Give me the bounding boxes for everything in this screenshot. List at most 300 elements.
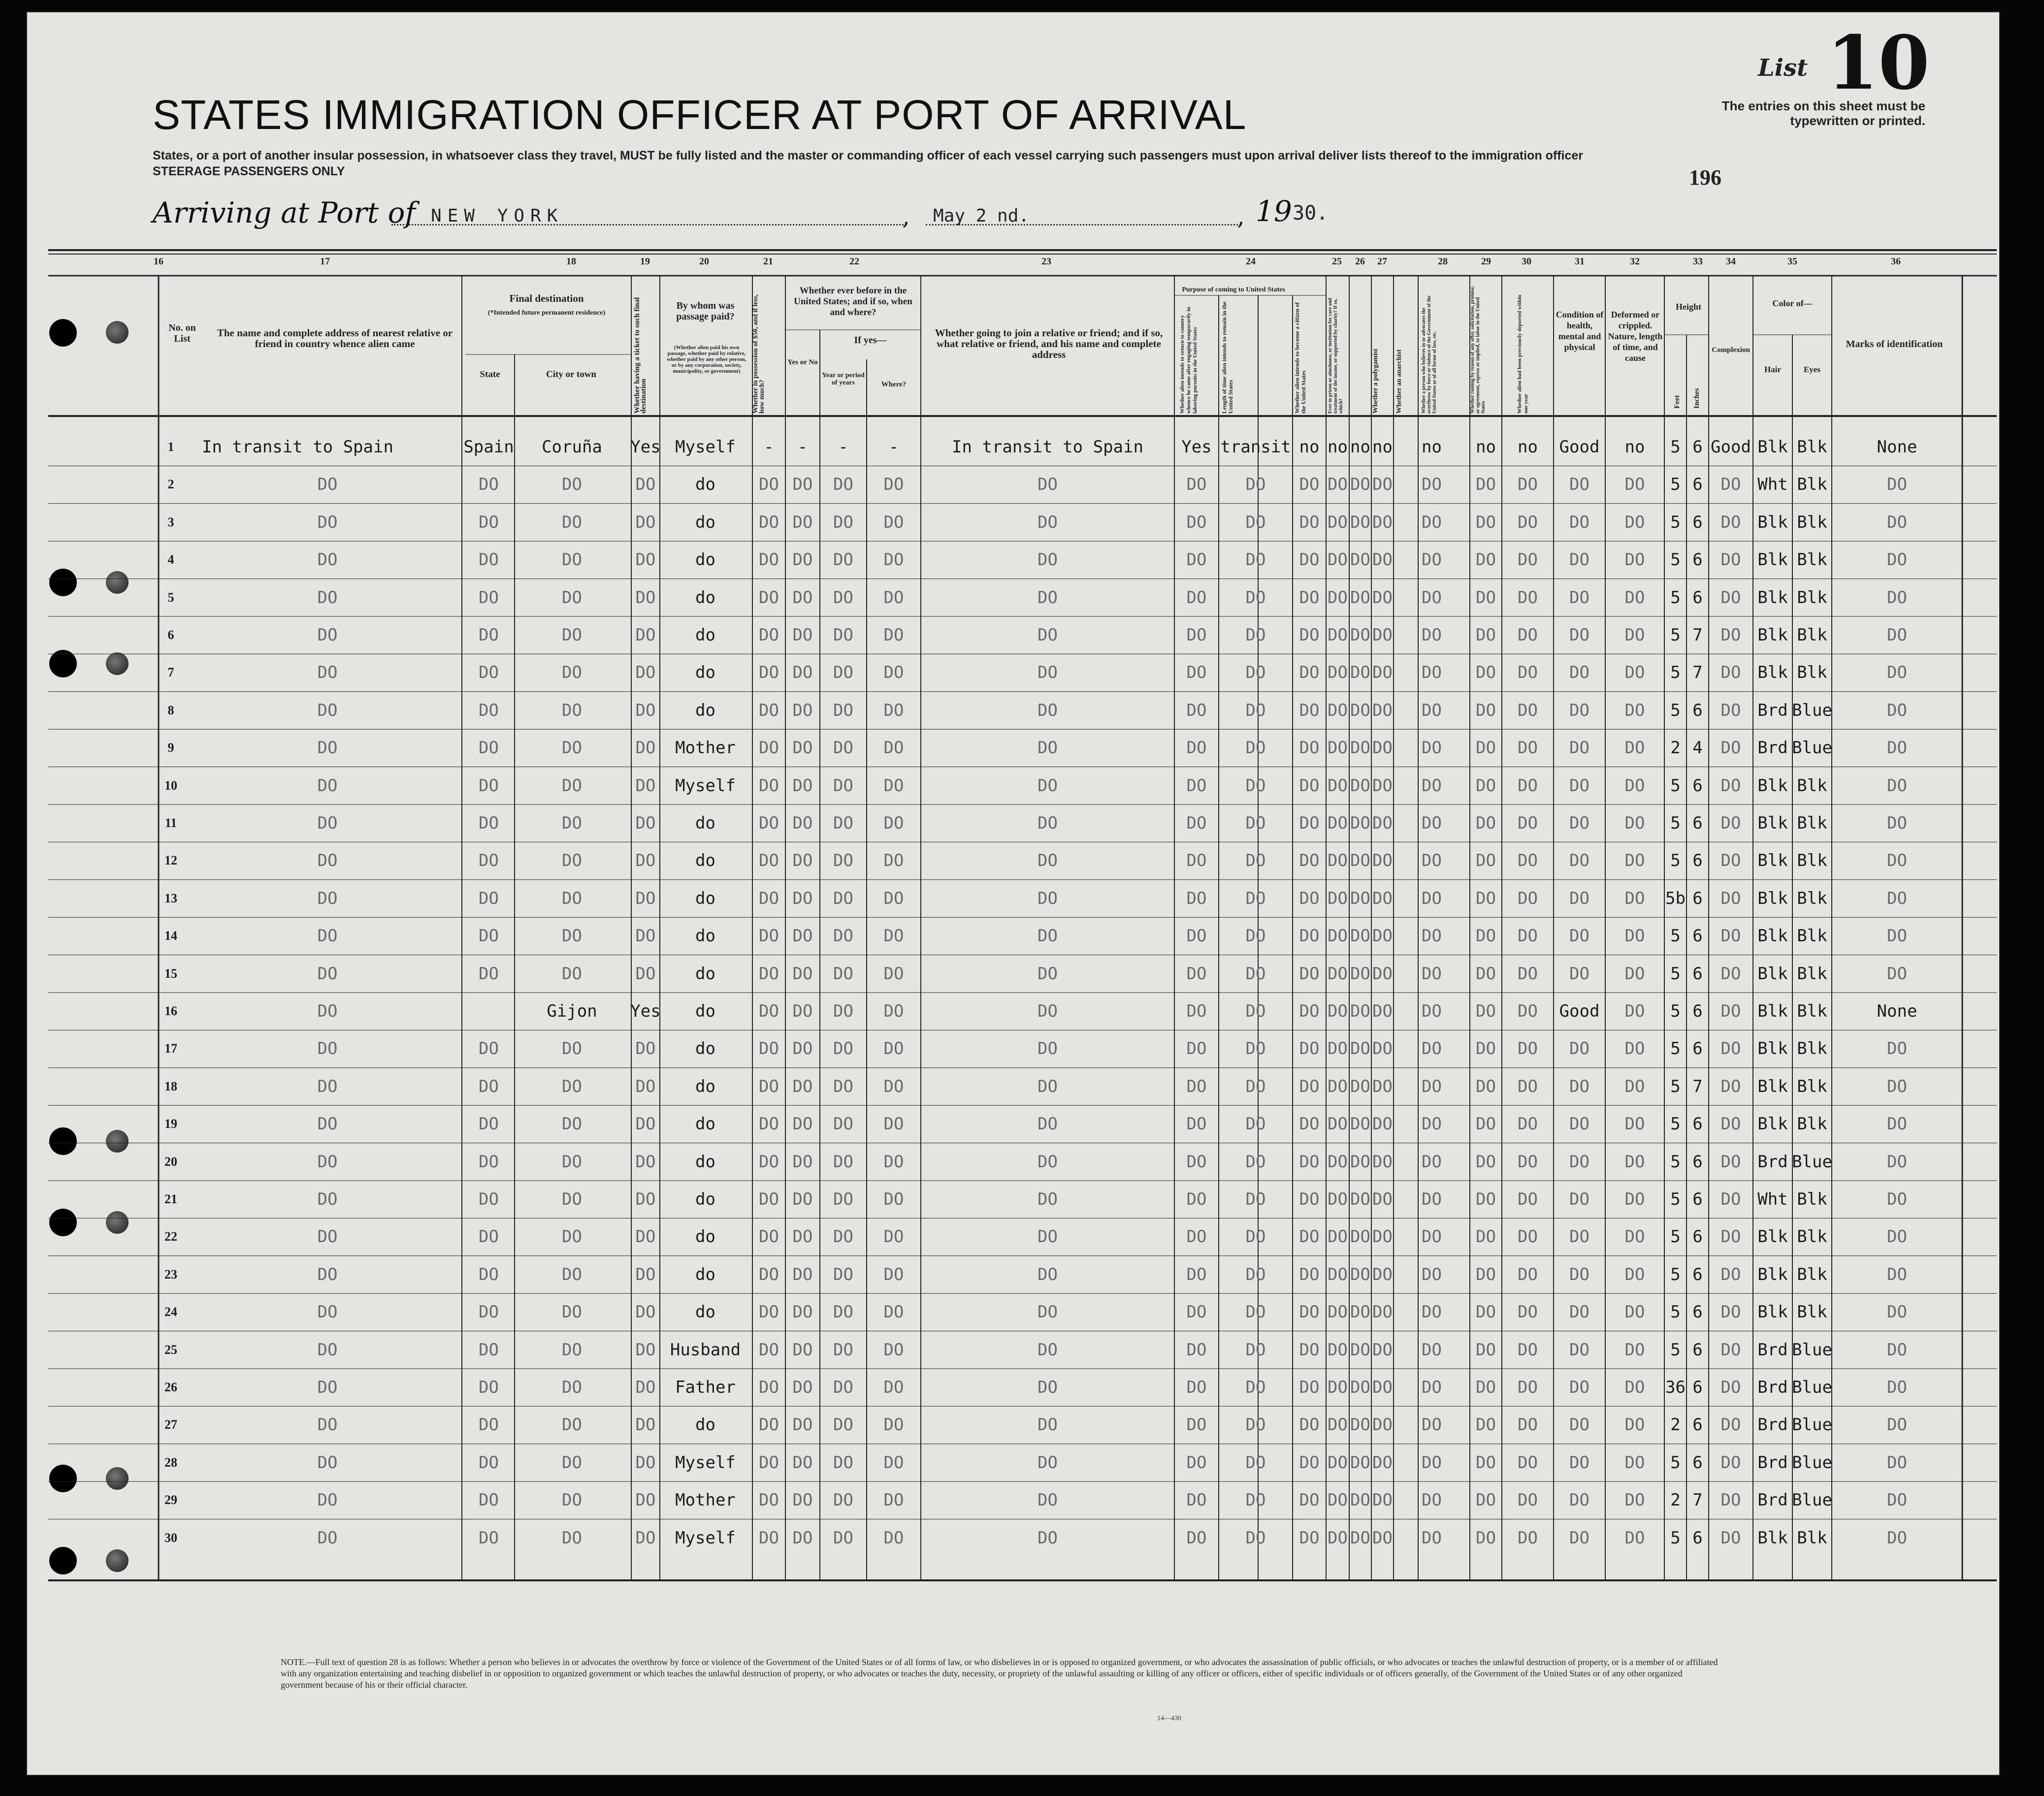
list-number: 10 bbox=[1827, 20, 1930, 106]
table-row bbox=[0, 1143, 2044, 1181]
cell-ticket: DO bbox=[635, 1152, 656, 1172]
cell-c26: DO bbox=[1350, 512, 1370, 532]
cell-c26: DO bbox=[1350, 738, 1370, 758]
cell-c25: DO bbox=[1328, 1039, 1348, 1059]
cell-c27: DO bbox=[1372, 1189, 1393, 1209]
cell-hair: Blk bbox=[1757, 1528, 1788, 1548]
cell-deformed: DO bbox=[1624, 1152, 1645, 1172]
cell-deformed: DO bbox=[1624, 475, 1645, 495]
cell-c27: DO bbox=[1372, 663, 1393, 683]
cell-marks: DO bbox=[1887, 550, 1907, 570]
cell-c24b: DO bbox=[1245, 700, 1266, 720]
cell-c27: DO bbox=[1372, 475, 1393, 495]
cell-join: DO bbox=[1038, 1302, 1058, 1322]
cell-c24c: DO bbox=[1299, 1415, 1320, 1435]
cell-deformed: DO bbox=[1624, 813, 1645, 833]
form-number: 14—430 bbox=[1157, 1715, 1181, 1722]
cell-c25: DO bbox=[1328, 1189, 1348, 1209]
cell-city: DO bbox=[562, 738, 582, 758]
cell-c27: DO bbox=[1372, 851, 1393, 871]
cell-c22w: DO bbox=[883, 1415, 904, 1435]
cell-feet: 5 bbox=[1670, 1076, 1681, 1096]
cell-c24b: DO bbox=[1245, 926, 1266, 946]
cell-paid: do bbox=[695, 512, 715, 532]
cell-c24a: DO bbox=[1186, 1378, 1207, 1397]
col23-header: Whether going to join a relative or friend; and if so, what relative or friend, and his name and complete address bbox=[935, 327, 1163, 360]
cell-c22w: DO bbox=[883, 888, 904, 908]
cell-c28: DO bbox=[1422, 1076, 1442, 1096]
cell-inches: 7 bbox=[1692, 1076, 1703, 1096]
cell-eyes: Blk bbox=[1797, 1227, 1827, 1247]
cell-paid: Father bbox=[675, 1378, 736, 1397]
cell-feet: 5 bbox=[1670, 1114, 1681, 1134]
cell-c22yn: DO bbox=[792, 1039, 813, 1059]
cell-complexion: DO bbox=[1720, 1302, 1741, 1322]
cell-c30: DO bbox=[1518, 851, 1538, 871]
column-number-28: 28 bbox=[1438, 256, 1448, 267]
cell-join: DO bbox=[1038, 1452, 1058, 1473]
cell-no: 12 bbox=[164, 853, 177, 868]
cell-state: DO bbox=[479, 1152, 499, 1172]
cell-eyes: Blk bbox=[1797, 1114, 1827, 1134]
cell-c22w: DO bbox=[883, 1114, 904, 1134]
cell-c24a: DO bbox=[1186, 1264, 1207, 1284]
cell-c28: DO bbox=[1422, 625, 1442, 645]
col33-header: Height bbox=[1676, 302, 1701, 312]
cell-feet: 5 bbox=[1670, 1452, 1681, 1473]
cell-no: 4 bbox=[167, 552, 174, 567]
cell-c25: DO bbox=[1328, 1001, 1348, 1021]
cell-paid: do bbox=[695, 550, 715, 570]
cell-deformed: DO bbox=[1624, 1001, 1645, 1021]
cell-c22w: DO bbox=[883, 1152, 904, 1172]
cell-c28: DO bbox=[1422, 550, 1442, 570]
cell-hair: Brd bbox=[1757, 1415, 1788, 1435]
cell-city: DO bbox=[562, 475, 582, 495]
cell-c30: DO bbox=[1518, 1076, 1538, 1096]
cell-c24a: DO bbox=[1186, 1039, 1207, 1059]
cell-c24b: DO bbox=[1245, 738, 1266, 758]
cell-c28: DO bbox=[1422, 700, 1442, 720]
column-number-19: 19 bbox=[640, 256, 650, 267]
cell-c22yn: DO bbox=[792, 1152, 813, 1172]
cell-c30: DO bbox=[1518, 926, 1538, 946]
cell-state: DO bbox=[479, 738, 499, 758]
cell-c30: DO bbox=[1518, 1152, 1538, 1172]
cell-marks: DO bbox=[1887, 1039, 1907, 1059]
table-row bbox=[0, 880, 2044, 917]
cell-c24a: DO bbox=[1186, 851, 1207, 871]
cell-join: DO bbox=[1038, 550, 1058, 570]
cell-no: 27 bbox=[164, 1417, 177, 1432]
cell-c22w: DO bbox=[883, 587, 904, 608]
cell-hair: Wht bbox=[1757, 475, 1788, 495]
cell-c25: DO bbox=[1328, 475, 1348, 495]
cell-c22yr: DO bbox=[833, 1452, 853, 1473]
cell-paid: do bbox=[695, 587, 715, 608]
col29-header: Whether coming by reason of any offer, solicitation, promise, or agreement, express or implied, to labor in the United States bbox=[1470, 286, 1486, 414]
cell-ticket: DO bbox=[635, 1227, 656, 1247]
cell-c27: DO bbox=[1372, 587, 1393, 608]
cell-c24a: DO bbox=[1186, 775, 1207, 796]
cell-state: DO bbox=[479, 1528, 499, 1548]
cell-marks: DO bbox=[1887, 926, 1907, 946]
cell-complexion: DO bbox=[1720, 1001, 1741, 1021]
cell-c24b: DO bbox=[1245, 851, 1266, 871]
table-row bbox=[0, 1181, 2044, 1218]
cell-no: 29 bbox=[164, 1493, 177, 1507]
cell-join: DO bbox=[1038, 963, 1058, 984]
cell-city: DO bbox=[562, 1415, 582, 1435]
cell-no: 23 bbox=[164, 1267, 177, 1282]
cell-eyes: Blue bbox=[1792, 1490, 1832, 1510]
comma: , bbox=[902, 202, 910, 230]
cell-paid: Mother bbox=[675, 738, 736, 758]
cell-c22yr: DO bbox=[833, 1528, 853, 1548]
cell-c24c: DO bbox=[1299, 926, 1320, 946]
col35-eyes-header: Eyes bbox=[1804, 365, 1820, 374]
cell-state: DO bbox=[479, 1227, 499, 1247]
cell-c27: DO bbox=[1372, 738, 1393, 758]
cell-relative: DO bbox=[317, 1227, 338, 1247]
cell-health: DO bbox=[1569, 851, 1590, 871]
cell-eyes: Blk bbox=[1797, 475, 1827, 495]
col24-header: Purpose of coming to United States bbox=[1182, 286, 1285, 293]
cell-eyes: Blk bbox=[1797, 1076, 1827, 1096]
table-row bbox=[0, 1030, 2044, 1067]
cell-c22yr: DO bbox=[833, 775, 853, 796]
cell-c22w: DO bbox=[883, 813, 904, 833]
cell-c22yr: DO bbox=[833, 1415, 853, 1435]
table-row bbox=[0, 504, 2044, 541]
cell-state bbox=[465, 993, 512, 1030]
cell-ticket: DO bbox=[635, 1076, 656, 1096]
cell-c30: DO bbox=[1518, 1528, 1538, 1548]
cell-eyes: Blk bbox=[1797, 813, 1827, 833]
cell-ticket: DO bbox=[635, 1039, 656, 1059]
cell-c22yn: DO bbox=[792, 1528, 813, 1548]
cell-c24b: DO bbox=[1245, 1490, 1266, 1510]
cell-inches: 6 bbox=[1692, 926, 1703, 946]
cell-hair: Blk bbox=[1757, 1227, 1788, 1247]
cell-feet: 5 bbox=[1670, 963, 1681, 984]
cell-c25: DO bbox=[1328, 1528, 1348, 1548]
cell-c22w: DO bbox=[883, 1189, 904, 1209]
cell-c29: DO bbox=[1476, 1039, 1496, 1059]
cell-c24c: DO bbox=[1299, 1452, 1320, 1473]
cell-paid: do bbox=[695, 663, 715, 683]
cell-c24a: DO bbox=[1186, 1490, 1207, 1510]
table-row bbox=[0, 804, 2044, 842]
column-number-17: 17 bbox=[320, 256, 330, 267]
cell-feet: 2 bbox=[1670, 1415, 1681, 1435]
cell-c24c: DO bbox=[1299, 1189, 1320, 1209]
cell-c25: DO bbox=[1328, 1152, 1348, 1172]
cell-c24b: DO bbox=[1245, 1152, 1266, 1172]
cell-deformed: no bbox=[1624, 437, 1645, 457]
cell-c28: DO bbox=[1422, 963, 1442, 984]
cell-c26: DO bbox=[1350, 813, 1370, 833]
cell-feet: 5 bbox=[1670, 1152, 1681, 1172]
cell-join: DO bbox=[1038, 1189, 1058, 1209]
cell-ticket: DO bbox=[635, 625, 656, 645]
cell-eyes: Blue bbox=[1792, 1378, 1832, 1397]
table-row bbox=[0, 616, 2044, 654]
cell-inches: 6 bbox=[1692, 1415, 1703, 1435]
cell-c22yr: DO bbox=[833, 1001, 853, 1021]
cell-hair: Brd bbox=[1757, 700, 1788, 720]
cell-c24c: no bbox=[1299, 437, 1320, 457]
cell-join: DO bbox=[1038, 1076, 1058, 1096]
cell-state: DO bbox=[479, 1302, 499, 1322]
cell-marks: DO bbox=[1887, 1528, 1907, 1548]
cell-inches: 6 bbox=[1692, 1340, 1703, 1360]
cell-marks: DO bbox=[1887, 1114, 1907, 1134]
cell-health: DO bbox=[1569, 550, 1590, 570]
cell-c30: DO bbox=[1518, 1452, 1538, 1473]
cell-c26: DO bbox=[1350, 888, 1370, 908]
cell-deformed: DO bbox=[1624, 1340, 1645, 1360]
cell-c22w: DO bbox=[883, 1528, 904, 1548]
subtitle-line-2: STEERAGE PASSENGERS ONLY bbox=[153, 164, 345, 178]
cell-c25: DO bbox=[1328, 550, 1348, 570]
cell-c24b: DO bbox=[1245, 663, 1266, 683]
table-row bbox=[0, 729, 2044, 767]
cell-c24c: DO bbox=[1299, 1528, 1320, 1548]
cell-c24c: DO bbox=[1299, 1001, 1320, 1021]
cell-relative: DO bbox=[317, 1264, 338, 1284]
column-number-22: 22 bbox=[849, 256, 859, 267]
cell-state: DO bbox=[479, 1039, 499, 1059]
cell-eyes: Blk bbox=[1797, 963, 1827, 984]
cell-inches: 7 bbox=[1692, 1490, 1703, 1510]
cell-c22yn: DO bbox=[792, 1490, 813, 1510]
cell-relative: DO bbox=[317, 1114, 338, 1134]
cell-c22yr: DO bbox=[833, 1076, 853, 1096]
cell-c26: DO bbox=[1350, 1039, 1370, 1059]
cell-marks: DO bbox=[1887, 888, 1907, 908]
cell-city: DO bbox=[562, 1340, 582, 1360]
cell-ticket: DO bbox=[635, 813, 656, 833]
cell-health: DO bbox=[1569, 587, 1590, 608]
cell-no: 18 bbox=[164, 1079, 177, 1093]
cell-c30: DO bbox=[1518, 738, 1538, 758]
cell-c24c: DO bbox=[1299, 1264, 1320, 1284]
cell-marks: DO bbox=[1887, 851, 1907, 871]
cell-no: 1 bbox=[167, 440, 174, 454]
cell-c21: DO bbox=[759, 963, 779, 984]
cell-c22yn: DO bbox=[792, 512, 813, 532]
cell-c30: no bbox=[1518, 437, 1538, 457]
cell-c24c: DO bbox=[1299, 1340, 1320, 1360]
cell-relative: DO bbox=[317, 888, 338, 908]
cell-c30: DO bbox=[1518, 587, 1538, 608]
year-value: 30. bbox=[1293, 202, 1329, 224]
cell-inches: 6 bbox=[1692, 888, 1703, 908]
cell-state: DO bbox=[479, 1076, 499, 1096]
cell-complexion: DO bbox=[1720, 1114, 1741, 1134]
cell-c26: DO bbox=[1350, 550, 1370, 570]
cell-marks: DO bbox=[1887, 587, 1907, 608]
cell-c30: DO bbox=[1518, 1490, 1538, 1510]
cell-relative: DO bbox=[317, 963, 338, 984]
column-number-18: 18 bbox=[566, 256, 576, 267]
cell-paid: do bbox=[695, 700, 715, 720]
cell-c27: DO bbox=[1372, 550, 1393, 570]
footnote-question-28: NOTE.—Full text of question 28 is as follows: Whether a person who believes in or advocates the overthrow by force or violence of the Government of the United States or of all forms of law, or who disbelieves in or is opposed to organized government, or who advocates the assassination of public officials, or who advocates or teaches the unlawful destruction of property, or is a member of or affiliated with any organization entertaining and teaching disbelief in or opposition to organized government or which teaches the unlawful destruction of property, or who advocates or teaches the duty, necessity, or propriety of the unlawful assaulting or killing of any officer or officers, either of specific individuals or of officers generally, of the Government of the United States or of any other organized government because of his or their official character. bbox=[281, 1657, 1718, 1690]
cell-c22yr: DO bbox=[833, 738, 853, 758]
cell-ticket: Yes bbox=[630, 1001, 661, 1021]
cell-c28: DO bbox=[1422, 663, 1442, 683]
cell-deformed: DO bbox=[1624, 1415, 1645, 1435]
cell-health: DO bbox=[1569, 1152, 1590, 1172]
cell-no: 22 bbox=[164, 1229, 177, 1244]
cell-c21: DO bbox=[759, 1452, 779, 1473]
cell-c29: DO bbox=[1476, 1264, 1496, 1284]
cell-c21: DO bbox=[759, 1076, 779, 1096]
cell-feet: 5 bbox=[1670, 813, 1681, 833]
cell-inches: 6 bbox=[1692, 1114, 1703, 1134]
cell-c28: DO bbox=[1422, 1415, 1442, 1435]
cell-c24b: DO bbox=[1245, 475, 1266, 495]
cell-c28: DO bbox=[1422, 1152, 1442, 1172]
cell-paid: Myself bbox=[675, 1528, 736, 1548]
cell-c24c: DO bbox=[1299, 700, 1320, 720]
cell-relative: DO bbox=[317, 1039, 338, 1059]
cell-c22yr: DO bbox=[833, 963, 853, 984]
cell-c25: DO bbox=[1328, 775, 1348, 796]
cell-health: DO bbox=[1569, 1490, 1590, 1510]
cell-ticket: DO bbox=[635, 700, 656, 720]
cell-c28: DO bbox=[1422, 587, 1442, 608]
cell-marks: DO bbox=[1887, 663, 1907, 683]
cell-ticket: DO bbox=[635, 1378, 656, 1397]
cell-c27: DO bbox=[1372, 963, 1393, 984]
cell-city: DO bbox=[562, 663, 582, 683]
cell-marks: DO bbox=[1887, 1452, 1907, 1473]
cell-c22yn: DO bbox=[792, 1189, 813, 1209]
cell-no: 7 bbox=[167, 665, 174, 680]
cell-c21: DO bbox=[759, 851, 779, 871]
col30-header: Whether alien had been previously deported within one year bbox=[1517, 294, 1529, 414]
cell-c27: DO bbox=[1372, 1152, 1393, 1172]
cell-c24c: DO bbox=[1299, 888, 1320, 908]
cell-c24b: DO bbox=[1245, 1415, 1266, 1435]
cell-no: 6 bbox=[167, 628, 174, 642]
cell-c22yn: DO bbox=[792, 550, 813, 570]
cell-c21: DO bbox=[759, 1152, 779, 1172]
cell-c28: DO bbox=[1422, 851, 1442, 871]
cell-c24b: DO bbox=[1245, 1189, 1266, 1209]
cell-city: DO bbox=[562, 1378, 582, 1397]
table-row bbox=[0, 654, 2044, 691]
cell-deformed: DO bbox=[1624, 1528, 1645, 1548]
cell-paid: do bbox=[695, 1114, 715, 1134]
cell-c22yr: DO bbox=[833, 1227, 853, 1247]
cell-c30: DO bbox=[1518, 1340, 1538, 1360]
cell-c26: DO bbox=[1350, 1490, 1370, 1510]
cell-complexion: DO bbox=[1720, 663, 1741, 683]
cell-no: 24 bbox=[164, 1305, 177, 1319]
list-label: List bbox=[1758, 54, 1808, 82]
table-row bbox=[0, 1068, 2044, 1105]
cell-eyes: Blue bbox=[1792, 738, 1832, 758]
cell-c28: DO bbox=[1422, 926, 1442, 946]
cell-c26: DO bbox=[1350, 663, 1370, 683]
cell-no: 8 bbox=[167, 703, 174, 717]
cell-c24b: DO bbox=[1245, 813, 1266, 833]
cell-c24a: DO bbox=[1186, 963, 1207, 984]
cell-c29: no bbox=[1476, 437, 1496, 457]
cell-eyes: Blk bbox=[1797, 625, 1827, 645]
cell-c22w: DO bbox=[883, 1001, 904, 1021]
cell-c30: DO bbox=[1518, 1302, 1538, 1322]
cell-paid: do bbox=[695, 1227, 715, 1247]
cell-state: DO bbox=[479, 475, 499, 495]
cell-c24b: DO bbox=[1245, 775, 1266, 796]
cell-hair: Blk bbox=[1757, 1264, 1788, 1284]
cell-health: DO bbox=[1569, 963, 1590, 984]
cell-health: DO bbox=[1569, 1302, 1590, 1322]
page-title: STATES IMMIGRATION OFFICER AT PORT OF ARRIVAL bbox=[153, 92, 1247, 138]
cell-c29: DO bbox=[1476, 775, 1496, 796]
cell-ticket: DO bbox=[635, 926, 656, 946]
cell-city: DO bbox=[562, 1152, 582, 1172]
cell-c29: DO bbox=[1476, 1378, 1496, 1397]
cell-deformed: DO bbox=[1624, 738, 1645, 758]
cell-complexion: DO bbox=[1720, 1076, 1741, 1096]
cell-c24a: DO bbox=[1186, 587, 1207, 608]
cell-complexion: Good bbox=[1711, 437, 1751, 457]
cell-c24c: DO bbox=[1299, 512, 1320, 532]
cell-inches: 6 bbox=[1692, 851, 1703, 871]
cell-c29: DO bbox=[1476, 1490, 1496, 1510]
cell-eyes: Blk bbox=[1797, 1001, 1827, 1021]
cell-health: DO bbox=[1569, 1039, 1590, 1059]
cell-join: DO bbox=[1038, 700, 1058, 720]
cell-relative: DO bbox=[317, 1189, 338, 1209]
cell-paid: Myself bbox=[675, 775, 736, 796]
cell-c21: DO bbox=[759, 1378, 779, 1397]
cell-no: 16 bbox=[164, 1004, 177, 1018]
cell-no: 11 bbox=[164, 816, 177, 830]
cell-hair: Wht bbox=[1757, 1189, 1788, 1209]
cell-c27: DO bbox=[1372, 1227, 1393, 1247]
table-row bbox=[0, 993, 2044, 1030]
cell-feet: 5 bbox=[1670, 1189, 1681, 1209]
cell-c24c: DO bbox=[1299, 813, 1320, 833]
cell-c30: DO bbox=[1518, 963, 1538, 984]
cell-complexion: DO bbox=[1720, 1378, 1741, 1397]
cell-relative: DO bbox=[317, 851, 338, 871]
table-row bbox=[0, 1406, 2044, 1443]
cell-c26: no bbox=[1350, 437, 1370, 457]
cell-c29: DO bbox=[1476, 1452, 1496, 1473]
cell-c24c: DO bbox=[1299, 851, 1320, 871]
cell-join: DO bbox=[1038, 851, 1058, 871]
cell-c22yr: DO bbox=[833, 888, 853, 908]
cell-complexion: DO bbox=[1720, 1452, 1741, 1473]
cell-c26: DO bbox=[1350, 1302, 1370, 1322]
cell-ticket: DO bbox=[635, 1528, 656, 1548]
cell-hair: Blk bbox=[1757, 888, 1788, 908]
cell-c28: DO bbox=[1422, 512, 1442, 532]
cell-complexion: DO bbox=[1720, 738, 1741, 758]
cell-c26: DO bbox=[1350, 1340, 1370, 1360]
cell-complexion: DO bbox=[1720, 1528, 1741, 1548]
cell-c28: DO bbox=[1422, 1227, 1442, 1247]
table-row bbox=[0, 579, 2044, 616]
